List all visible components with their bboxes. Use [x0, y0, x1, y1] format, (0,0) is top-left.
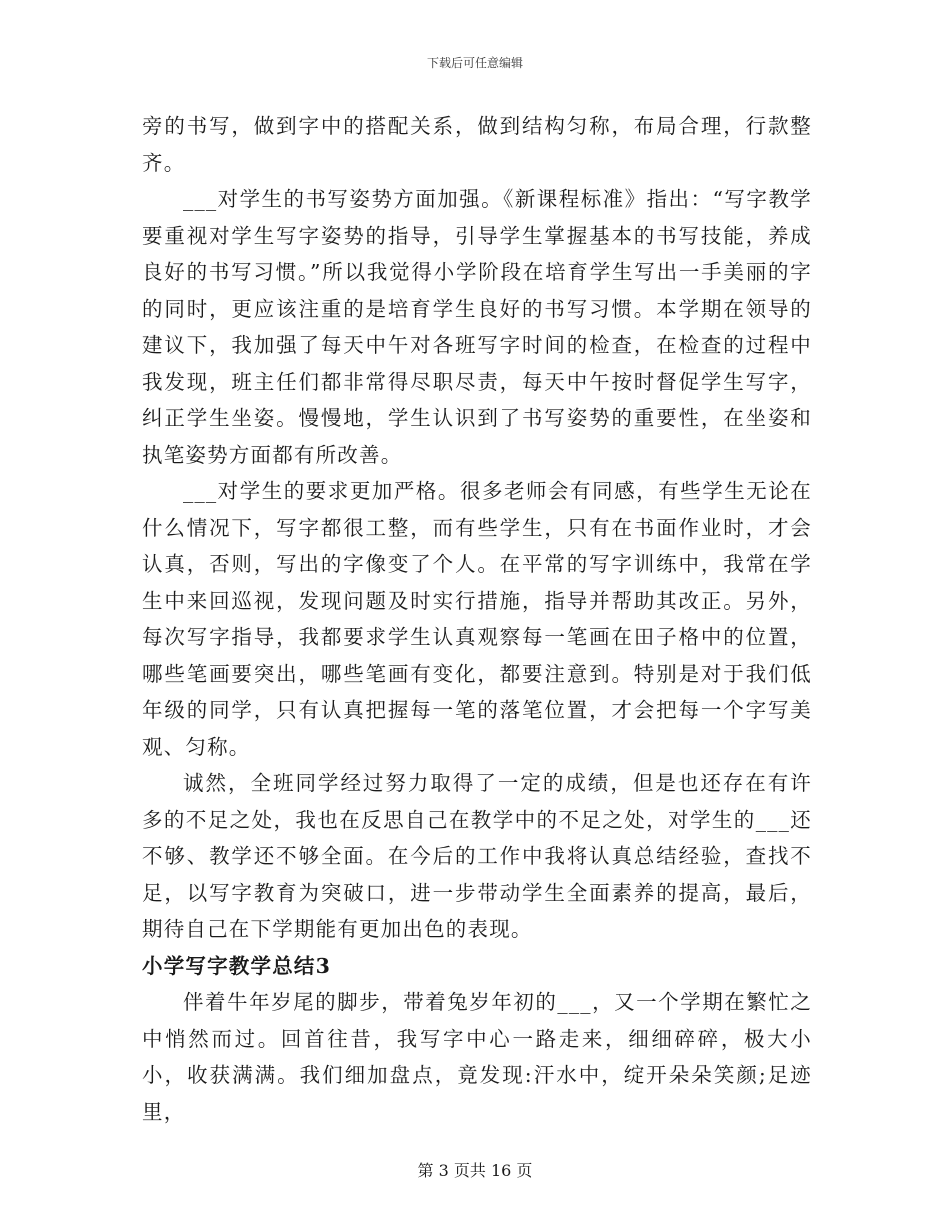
- paragraph-4: 诚然，全班同学经过努力取得了一定的成绩，但是也还存在有许多的不足之处，我也在反思自己在教学中的不足之处，对学生的___还不够、教学还不够全面。在今后的工作中我将认真总结经验，查找不足，以写字教育为突破口，进一步带动学生全面素养的提高，最后，期待自己在下学期能有更加出色的表现。: [142, 771, 812, 941]
- section-title: 小学写字教学总结3: [142, 953, 332, 978]
- paragraph-3: ___对学生的要求更加严格。很多老师会有同感，有些学生无论在什么情况下，写字都很工整，而有些学生，只有在书面作业时，才会认真，否则，写出的字像变了个人。在平常的写字训练中，我常在学生中来回巡视，发现问题及时实行措施，指导并帮助其改正。另外，每次写字指导，我都要求学生认真观察每一笔画在田子格中的位置，哪些笔画要突出，哪些笔画有变化，都要注意到。特别是对于我们低年级的同学，只有认真把握每一笔的落笔位置，才会把每一个字写美观、匀称。: [142, 479, 812, 759]
- paragraph-1: 旁的书写，做到字中的搭配关系，做到结构匀称，布局合理，行款整齐。: [142, 114, 812, 175]
- page-header: 下载后可任意编辑: [426, 56, 523, 70]
- document-body: [142, 108, 812, 1130]
- page-footer: 第 3 页共 16 页: [417, 1161, 533, 1180]
- paragraph-5: 伴着牛年岁尾的脚步，带着兔岁年初的___，又一个学期在繁忙之中悄然而过。回首往昔，我写字中心一路走来，细细碎碎，极大小小，收获满满。我们细加盘点，竟发现:汗水中，绽开朵朵笑颜;足迹里，: [142, 990, 812, 1124]
- paragraph-2: ___对学生的书写姿势方面加强。《新课程标准》指出：“写字教学要重视对学生写字姿势的指导，引导学生掌握基本的书写技能，养成良好的书写习惯。”所以我觉得小学阶段在培育学生写出一手美丽的字的同时，更应该注重的是培育学生良好的书写习惯。本学期在领导的建议下，我加强了每天中午对各班写字时间的检查，在检查的过程中我发现，班主任们都非常得尽职尽责，每天中午按时督促学生写字，纠正学生坐姿。慢慢地，学生认识到了书写姿势的重要性，在坐姿和执笔姿势方面都有所改善。: [142, 187, 812, 467]
